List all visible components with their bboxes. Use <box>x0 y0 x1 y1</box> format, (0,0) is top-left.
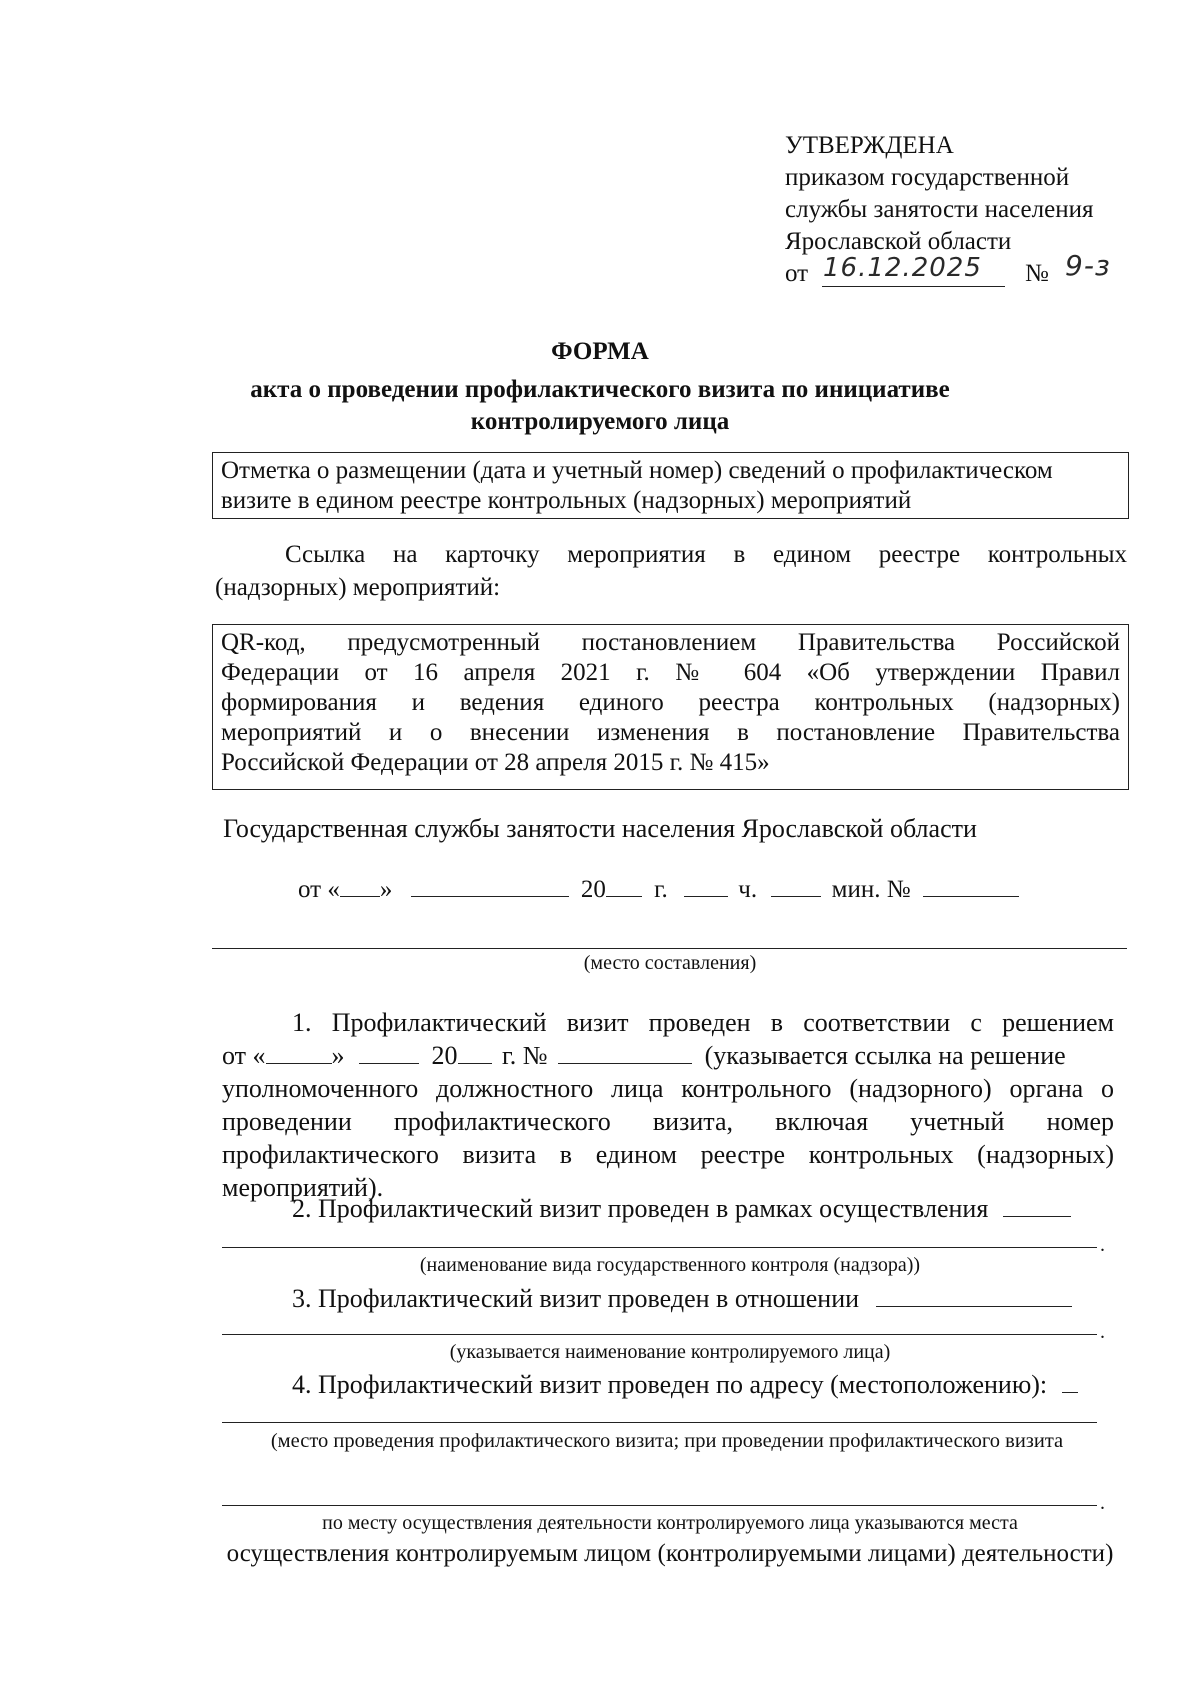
item-1-line: проведении профилактического визита, включая учетный номер <box>222 1107 1114 1136</box>
item-1-decision-row: от « » 20 г. № (указывается ссылка на решение <box>222 1041 1066 1070</box>
qr-code-box <box>212 624 1129 790</box>
approval-block <box>785 130 1111 290</box>
item-3-caption: (указывается наименование контролируемого лица) <box>449 1341 891 1363</box>
address-line[interactable] <box>222 1422 1097 1423</box>
item-1 <box>222 1006 1114 1204</box>
control-type-line[interactable] <box>222 1247 1097 1248</box>
date-prefix: от <box>785 260 809 287</box>
link-line: Ссылка на карточку мероприятия в едином реестре контрольных <box>285 541 1127 568</box>
decision-month-blank[interactable] <box>359 1039 419 1064</box>
minutes-blank[interactable] <box>771 872 821 897</box>
place-line[interactable] <box>212 948 1127 949</box>
year-blank[interactable] <box>606 872 642 897</box>
decision-number-blank[interactable] <box>558 1039 692 1064</box>
qr-line: Российской Федерации от 28 апреля 2015 г. № 415» <box>221 749 770 776</box>
link-line: (надзорных) мероприятий: <box>215 574 501 601</box>
item-1-line: профилактического визита в едином реестре контрольных (надзорных) <box>222 1140 1114 1169</box>
title-line: ФОРМА <box>551 338 649 365</box>
title-line: акта о проведении профилактического визита по инициативе <box>250 376 950 403</box>
item-3-row: 3. Профилактический визит проведен в отношении <box>292 1282 1072 1314</box>
item-4-caption: по месту осуществления деятельности контролируемого лица указываются места <box>322 1512 1018 1534</box>
item-1-line: 1. Профилактический визит проведен в соответствии с решением <box>292 1008 1114 1037</box>
hours-blank[interactable] <box>684 872 728 897</box>
item-1-line: уполномоченного должностного лица контрольного (надзорного) органа о <box>222 1074 1114 1103</box>
number-prefix: № <box>1025 260 1049 287</box>
item-4-caption: (место проведения профилактического визита; при проведении профилактического визита <box>270 1430 1064 1452</box>
day-blank[interactable] <box>340 872 380 897</box>
act-date-row: от « » 20 г. ч. мин. № <box>298 872 1019 904</box>
line-end-dot: . <box>1100 1234 1105 1256</box>
qr-line: формирования и ведения единого реестра контрольных (надзорных) <box>221 689 1120 716</box>
line-end-dot: . <box>1100 1492 1105 1514</box>
title-line: контролируемого лица <box>470 408 730 435</box>
place-caption: (место составления) <box>583 952 757 974</box>
item-4-caption: осуществления контролируемым лицом (контролируемыми лицами) деятельности) <box>226 1540 1114 1567</box>
item-1-line: мероприятий). <box>222 1173 384 1202</box>
approval-line: приказом государственной <box>785 164 1070 191</box>
item-2-row: 2. Профилактический визит проведен в рамках осуществления <box>292 1192 1071 1224</box>
line-end-dot: . <box>1100 1321 1105 1343</box>
qr-line: Федерации от 16 апреля 2021 г. № 604 «Об утверждении Правил <box>221 659 1120 686</box>
approval-line: Ярославской области <box>785 228 1012 255</box>
month-blank[interactable] <box>411 872 569 897</box>
registry-mark-line: визите в едином реестре контрольных (надзорных) мероприятий <box>221 487 912 514</box>
handwritten-date: 16.12.2025 <box>823 253 982 283</box>
handwritten-number: 9-з <box>1065 249 1111 282</box>
approval-date-line <box>785 249 1111 290</box>
item-2-caption: (наименование вида государственного контроля (надзора)) <box>419 1254 921 1276</box>
address-blank[interactable] <box>1062 1368 1078 1393</box>
approval-heading: УТВЕРЖДЕНА <box>785 132 954 159</box>
form-title <box>0 336 1200 438</box>
control-type-blank[interactable] <box>1003 1192 1071 1217</box>
agency-name: Государственная службы занятости населения Ярославской области <box>223 814 977 843</box>
decision-year-blank[interactable] <box>458 1039 492 1064</box>
registry-mark-box <box>212 452 1129 519</box>
qr-line: QR-код, предусмотренный постановлением Правительства Российской <box>221 629 1120 656</box>
address-line-2[interactable] <box>222 1505 1097 1506</box>
item-4-row: 4. Профилактический визит проведен по адресу (местоположению): <box>292 1368 1078 1400</box>
qr-line: мероприятий и о внесении изменения в постановление Правительства <box>221 719 1120 746</box>
controlled-person-line[interactable] <box>222 1334 1097 1335</box>
link-paragraph <box>215 538 1127 604</box>
registry-mark-line: Отметка о размещении (дата и учетный номер) сведений о профилактическом <box>221 457 1053 484</box>
controlled-person-blank[interactable] <box>876 1282 1072 1307</box>
approval-line: службы занятости населения <box>785 196 1094 223</box>
decision-day-blank[interactable] <box>266 1039 332 1064</box>
date-underline <box>822 286 1005 287</box>
act-number-blank[interactable] <box>923 872 1019 897</box>
